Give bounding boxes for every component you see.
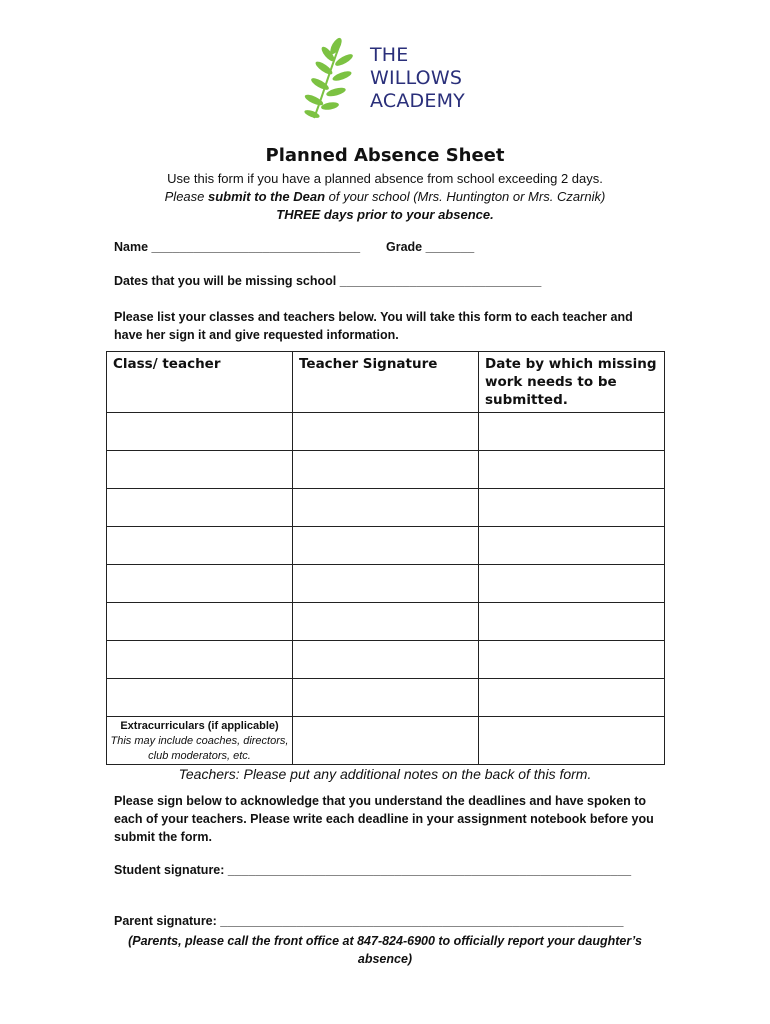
date-cell[interactable]: [479, 603, 665, 641]
signature-cell[interactable]: [293, 413, 479, 451]
date-cell[interactable]: [479, 489, 665, 527]
signature-cell[interactable]: [293, 603, 479, 641]
table-row: [107, 565, 665, 603]
student-signature-field[interactable]: Student signature: __________________________________________________________: [114, 863, 632, 877]
table-row: [107, 527, 665, 565]
class-cell[interactable]: [107, 451, 293, 489]
extracurricular-cell[interactable]: [107, 717, 293, 765]
footer-note-text: (Parents, please call the front office at 847-824-6900 to officially report your daughter’s absence): [128, 934, 642, 966]
instructions-text: Please list your classes and teachers below. You will take this form to each teacher and have her sign it and give requested information.: [114, 310, 633, 342]
header-due-date: Date by which missing work needs to be submitted.: [479, 352, 665, 413]
class-cell[interactable]: [107, 603, 293, 641]
intro-line-2-bold: submit to the Dean: [208, 189, 326, 204]
intro-line-2: [0, 188, 770, 206]
class-cell[interactable]: [107, 527, 293, 565]
intro-line-2-post: of your school (Mrs. Huntington or Mrs. Czarnik): [325, 189, 606, 204]
logo-line-1: THE: [370, 44, 409, 66]
class-cell[interactable]: [107, 565, 293, 603]
logo-line-3: ACADEMY: [370, 90, 465, 112]
table-row: [107, 641, 665, 679]
date-cell[interactable]: [479, 451, 665, 489]
willow-branch-icon: [300, 36, 364, 122]
class-cell[interactable]: [107, 679, 293, 717]
acknowledge-text: Please sign below to acknowledge that you understand the deadlines and have spoken to each of your teachers. Please write each deadline in your assignment notebook before you submit the form.: [114, 794, 654, 844]
class-cell[interactable]: [107, 641, 293, 679]
date-cell[interactable]: [479, 717, 665, 765]
footer-note: [0, 932, 770, 968]
school-logo: [300, 36, 480, 122]
table-row: [107, 679, 665, 717]
signature-cell[interactable]: [293, 489, 479, 527]
table-row: [107, 489, 665, 527]
grade-field[interactable]: Grade _______: [386, 240, 475, 254]
logo-line-2: WILLOWS: [370, 67, 463, 89]
intro-line-1: Use this form if you have a planned absence from school exceeding 2 days.: [167, 171, 603, 186]
intro-line-3: [0, 206, 770, 224]
signature-cell[interactable]: [293, 527, 479, 565]
class-cell[interactable]: [107, 489, 293, 527]
signature-cell[interactable]: [293, 641, 479, 679]
date-cell[interactable]: [479, 413, 665, 451]
dates-missing-field[interactable]: Dates that you will be missing school _____________________________: [114, 274, 542, 288]
signature-cell[interactable]: [293, 717, 479, 765]
table-row: [107, 603, 665, 641]
table-header-row: [107, 352, 665, 413]
classes-table: [106, 351, 665, 765]
signature-cell[interactable]: [293, 565, 479, 603]
extracurricular-row: [107, 717, 665, 765]
table-row: [107, 451, 665, 489]
parent-signature-field[interactable]: Parent signature: __________________________________________________________: [114, 914, 624, 928]
page-title: Planned Absence Sheet: [265, 145, 505, 166]
teacher-note: Teachers: Please put any additional notes on the back of this form.: [178, 766, 592, 782]
extracurricular-desc: This may include coaches, directors, club moderators, etc.: [110, 735, 289, 762]
date-cell[interactable]: [479, 527, 665, 565]
table-row: [107, 413, 665, 451]
intro-line-2-pre: Please: [164, 189, 209, 204]
date-cell[interactable]: [479, 641, 665, 679]
name-field[interactable]: Name ______________________________: [114, 240, 361, 254]
signature-cell[interactable]: [293, 451, 479, 489]
class-cell[interactable]: [107, 413, 293, 451]
intro-text: [0, 170, 770, 224]
logo-wordmark: [370, 44, 465, 113]
extracurricular-title: Extracurriculars (if applicable): [120, 720, 279, 732]
date-cell[interactable]: [479, 565, 665, 603]
header-class-teacher: Class/ teacher: [107, 352, 293, 413]
intro-line-3-bold: THREE days prior to your absence.: [276, 207, 494, 222]
header-teacher-signature: Teacher Signature: [293, 352, 479, 413]
signature-cell[interactable]: [293, 679, 479, 717]
date-cell[interactable]: [479, 679, 665, 717]
